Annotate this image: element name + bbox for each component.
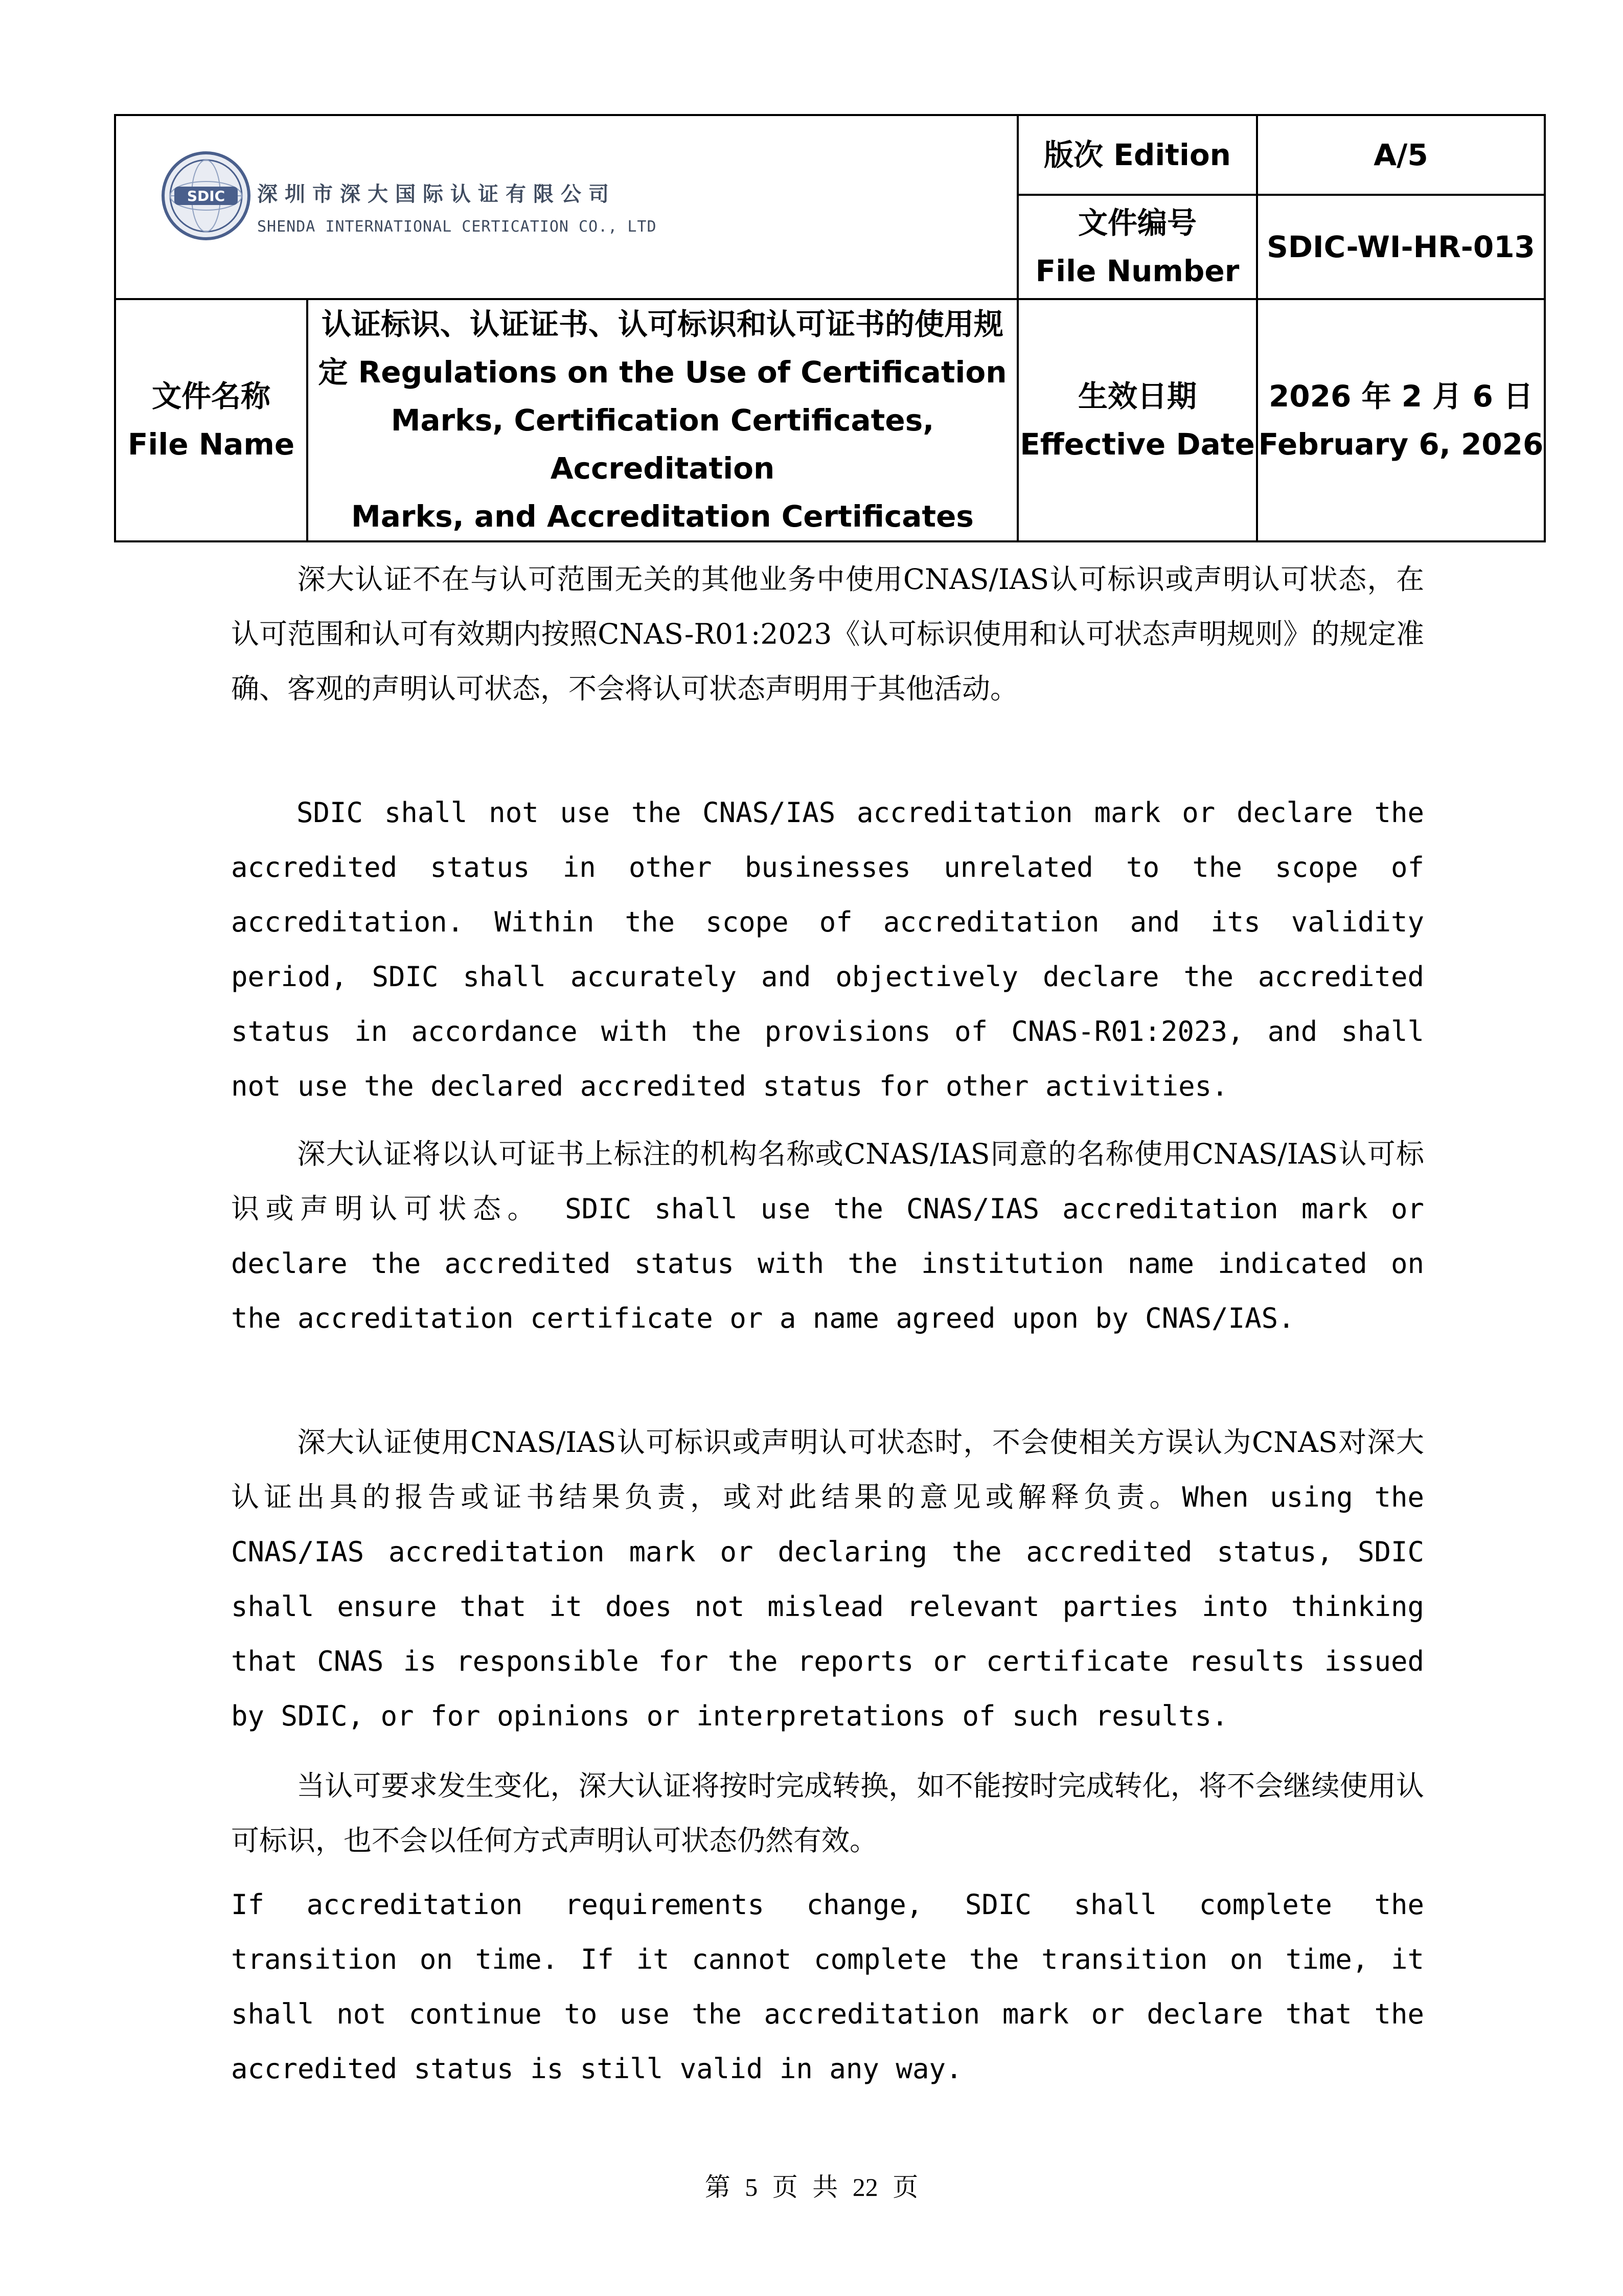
file-name-line: 认证标识、认证证书、认可标识和认可证书的使用规 [321, 307, 1003, 342]
paragraph-3-cn-text: 深大认证使用CNAS/IAS认可标识或声明认可状态时，不会使相关方误认为CNAS对深大认证出具的报告或证书结果负责，或对此结果的意见或解释负责。 [231, 1426, 1424, 1513]
edition-value: A/5 [1257, 115, 1545, 195]
paragraph-1-en-text: SDIC shall not use the CNAS/IAS accreditation mark or declare the accredited status in other businesses unrelated to the scope of accreditation. Within the scope of accreditation and its validity period, SDIC shall accurately and objectively declare the accredited status in accordance with the provisions of CNAS-R01:2023, and shall not use the declared accredited status for other activities. [231, 797, 1424, 1102]
paragraph-2-cn-text: 深大认证将以认可证书上标注的机构名称或CNAS/IAS同意的名称使用CNAS/IAS认可标识或声明认可状态。 [231, 1138, 1424, 1225]
paragraph-4-cn-text: 当认可要求发生变化，深大认证将按时完成转换，如不能按时完成转化，将不会继续使用认可标识，也不会以任何方式声明认可状态仍然有效。 [231, 1769, 1424, 1857]
file-name-line: 定 Regulations on the Use of Certification [318, 355, 1007, 390]
paragraph-3 [231, 1415, 1424, 1743]
file-number-label-en: File Number [1035, 254, 1240, 288]
file-name-label-cn: 文件名称 [151, 379, 270, 414]
effective-date-label [1018, 299, 1257, 541]
file-name-line: Marks, Certification Certificates, Accreditation [391, 403, 934, 486]
logo-abbrev: SDIC [187, 188, 225, 204]
company-name-en: SHENDA INTERNATIONAL CERTICATION CO., LTD [257, 218, 657, 236]
edition-label: 版次 Edition [1018, 115, 1257, 195]
effective-date-label-en: Effective Date [1020, 427, 1255, 462]
file-number-label [1018, 195, 1257, 299]
file-name-label-en: File Name [127, 427, 295, 462]
document-header-table [114, 114, 1546, 542]
effective-date-value-en: February 6, 2026 [1258, 427, 1544, 462]
effective-date-value [1257, 299, 1545, 541]
company-logo-cell [115, 115, 1018, 299]
paragraph-1-en [231, 785, 1424, 1113]
paragraph-4-en: If accreditation requirements change, SDIC shall complete the transition on time. If it cannot complete the transition on time, it shall not continue to use the accreditation mark or declare that the accredited status is still valid in any way. [231, 1889, 1424, 2085]
company-logo [160, 150, 773, 252]
sdic-emblem-icon [160, 150, 252, 242]
file-name-label [115, 299, 307, 541]
file-number-value: SDIC-WI-HR-013 [1257, 195, 1545, 299]
paragraph-1-cn-text: 深大认证不在与认可范围无关的其他业务中使用CNAS/IAS认可标识或声明认可状态，在认可范围和认可有效期内按照CNAS-R01:2023《认可标识使用和认可状态声明规则》的规定准确、客观的声明认可状态，不会将认可状态声明用于其他活动。 [231, 563, 1424, 705]
paragraph-1-cn [231, 552, 1424, 716]
company-name-cn: 深圳市深大国际认证有限公司 [257, 183, 616, 206]
page-number-footer: 第 5 页 共 22 页 [704, 2173, 919, 2201]
file-name-line: Marks, and Accreditation Certificates [351, 499, 974, 534]
paragraph-2 [231, 1127, 1424, 1346]
paragraph-3-en-text: When using the CNAS/IAS accreditation mark or declaring the accredited status, SDIC shall ensure that it does not mislead relevant parties into thinking that CNAS is responsible for the reports or certificate results issued by SDIC, or for opinions or interpretations of such results. [231, 1481, 1424, 1732]
file-name-value [307, 299, 1018, 541]
effective-date-value-cn: 2026 年 2 月 6 日 [1268, 379, 1534, 414]
file-number-label-cn: 文件编号 [1078, 206, 1197, 240]
paragraph-4-cn [231, 1759, 1424, 1868]
paragraph-2-en-text: SDIC shall use the CNAS/IAS accreditation mark or declare the accredited status with the institution name indicated on the accreditation certificate or a name agreed upon by CNAS/IAS. [231, 1193, 1424, 1334]
effective-date-label-cn: 生效日期 [1078, 379, 1197, 414]
